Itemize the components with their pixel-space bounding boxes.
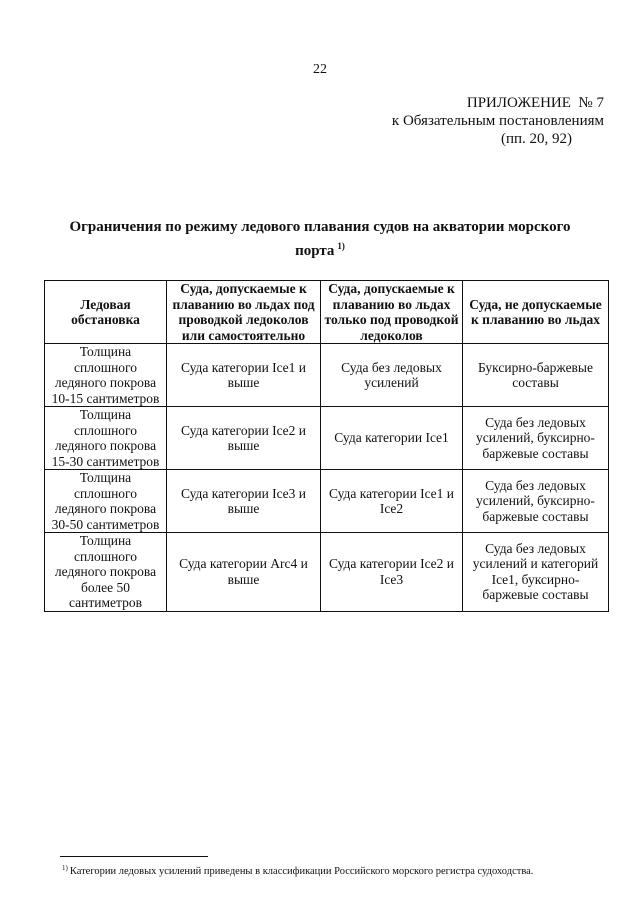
table-row <box>45 407 609 470</box>
ice-condition-cell: Толщина сплошного ледяного покрова 30-50 сантиметров <box>45 470 167 533</box>
table-cell: Суда категории Ice2 и выше <box>167 407 321 470</box>
table-cell: Суда категории Ice1 <box>321 407 463 470</box>
table-cell: Суда без ледовых усилений, буксирно-баржевые составы <box>463 470 609 533</box>
table-cell: Суда без ледовых усилений <box>321 344 463 407</box>
footnote <box>62 862 622 878</box>
footnote-mark: 1) <box>62 864 68 872</box>
appendix-title: ПРИЛОЖЕНИЕ № 7 <box>466 95 604 111</box>
column-header: Ледовая обстановка <box>45 281 167 344</box>
footnote-text: Категории ледовых усилений приведены в классификации Российского морского регистра судоходства. <box>69 866 534 877</box>
table-cell: Суда категории Ice1 и выше <box>167 344 321 407</box>
page-number: 22 <box>313 62 327 77</box>
footnote-divider <box>60 856 208 857</box>
document-title <box>60 218 580 261</box>
table-cell: Суда категории Ice2 и Ice3 <box>321 533 463 612</box>
column-header: Суда, допускаемые к плаванию во льдах под проводкой ледоколов или самостоятельно <box>167 281 321 344</box>
table-row <box>45 533 609 612</box>
ice-navigation-table <box>44 280 609 612</box>
title-text: Ограничения по режиму ледового плавания судов на акватории морского порта <box>69 219 571 259</box>
table-cell: Суда категории Ice3 и выше <box>167 470 321 533</box>
table-cell: Суда без ледовых усилений, буксирно-баржевые составы <box>463 407 609 470</box>
table-row <box>45 344 609 407</box>
ice-condition-cell: Толщина сплошного ледяного покрова 10-15 сантиметров <box>45 344 167 407</box>
title-footnote-mark: 1) <box>337 241 345 251</box>
table-cell: Буксирно-баржевые составы <box>463 344 609 407</box>
column-header: Суда, не допускаемые к плаванию во льдах <box>463 281 609 344</box>
table-header-row <box>45 281 609 344</box>
appendix-clauses: (пп. 20, 92) <box>500 131 572 147</box>
table-cell: Суда без ледовых усилений и категорий Ice1, буксирно-баржевые составы <box>463 533 609 612</box>
table-row <box>45 470 609 533</box>
table-cell: Суда категории Ice1 и Ice2 <box>321 470 463 533</box>
table-cell: Суда категории Arc4 и выше <box>167 533 321 612</box>
appendix-heading <box>392 94 604 148</box>
ice-condition-cell: Толщина сплошного ледяного покрова 15-30 сантиметров <box>45 407 167 470</box>
ice-condition-cell: Толщина сплошного ледяного покрова более 50 сантиметров <box>45 533 167 612</box>
appendix-reference: к Обязательным постановлениям <box>391 113 604 129</box>
column-header: Суда, допускаемые к плаванию во льдах только под проводкой ледоколов <box>321 281 463 344</box>
